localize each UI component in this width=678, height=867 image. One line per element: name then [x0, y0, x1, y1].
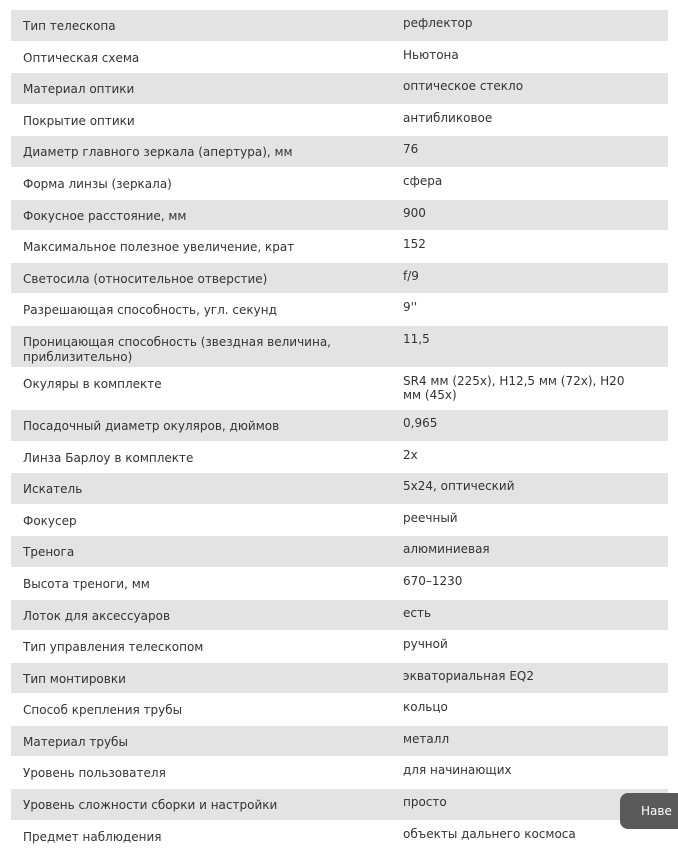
- spec-row: [11, 726, 668, 758]
- spec-row: [11, 631, 668, 663]
- spec-value: f/9: [403, 268, 419, 283]
- spec-name: Максимальное полезное увеличение, крат: [23, 240, 295, 255]
- spec-name: Посадочный диаметр окуляров, дюймов: [23, 418, 280, 433]
- spec-row: [11, 442, 668, 474]
- spec-value: просто: [403, 795, 447, 810]
- spec-name: Форма линзы (зеркала): [23, 176, 172, 191]
- spec-row: [11, 326, 668, 368]
- spec-name: Способ крепления трубы: [23, 703, 183, 718]
- spec-value: экваториальная EQ2: [403, 668, 534, 683]
- spec-value: рефлектор: [403, 16, 473, 30]
- spec-name: Разрешающая способность, угл. секунд: [23, 303, 277, 318]
- spec-name: Тип управления телескопом: [23, 640, 204, 655]
- floating-nav-button[interactable]: Наве: [620, 793, 678, 829]
- spec-value: есть: [403, 605, 432, 620]
- spec-row: [11, 789, 668, 821]
- spec-row: [11, 168, 668, 200]
- spec-value: 76: [403, 142, 419, 157]
- spec-row: [11, 200, 668, 232]
- spec-value: 11,5: [403, 331, 430, 346]
- spec-row: [11, 821, 668, 853]
- spec-name: Материал трубы: [23, 734, 128, 749]
- spec-name: Уровень сложности сборки и настройки: [23, 798, 278, 813]
- spec-value: объекты дальнего космоса: [403, 826, 576, 841]
- spec-value: ручной: [403, 637, 448, 652]
- spec-row: [11, 231, 668, 263]
- spec-name: Тренога: [23, 545, 75, 560]
- spec-value: оптическое стекло: [403, 79, 524, 94]
- spec-name: Диаметр главного зеркала (апертура), мм: [23, 145, 293, 160]
- spec-row: [11, 410, 668, 442]
- spec-name: Уровень пользователя: [23, 766, 166, 781]
- spec-row: [11, 10, 668, 42]
- spec-name: Оптическая схема: [23, 50, 140, 65]
- spec-row: [11, 694, 668, 726]
- spec-name: Материал оптики: [23, 82, 135, 97]
- spec-name: Линза Барлоу в комплекте: [23, 450, 194, 465]
- spec-row: [11, 568, 668, 600]
- spec-value: Ньютона: [403, 47, 459, 62]
- spec-name: Покрытие оптики: [23, 113, 135, 128]
- spec-row: [11, 368, 668, 410]
- page-edge: [668, 0, 678, 867]
- spec-value: 0,965: [403, 415, 438, 430]
- spec-row: [11, 294, 668, 326]
- spec-value: 900: [403, 205, 426, 220]
- spec-row: [11, 536, 668, 568]
- spec-name: Тип монтировки: [23, 671, 126, 686]
- spec-name: Окуляры в комплекте: [23, 376, 162, 391]
- spec-value: 152: [403, 237, 426, 252]
- spec-row: [11, 505, 668, 537]
- spec-name: Искатель: [23, 482, 83, 497]
- spec-value: реечный: [403, 510, 458, 525]
- spec-name: Тип телескопа: [23, 19, 116, 33]
- spec-value: 670–1230: [403, 573, 463, 588]
- spec-name: Фокусер: [23, 513, 77, 528]
- spec-name: Предмет наблюдения: [23, 829, 162, 844]
- spec-value: 9'': [403, 300, 418, 315]
- spec-name: Фокусное расстояние, мм: [23, 208, 187, 223]
- specs-table: [11, 10, 668, 852]
- spec-name: Лоток для аксессуаров: [23, 608, 171, 623]
- spec-row: [11, 42, 668, 74]
- spec-name: Проницающая способность (звездная величина, приблизительно): [23, 334, 331, 364]
- spec-row: [11, 663, 668, 695]
- spec-row: [11, 73, 668, 105]
- spec-value: металл: [403, 731, 450, 746]
- spec-row: [11, 473, 668, 505]
- spec-value: для начинающих: [403, 763, 512, 778]
- spec-row: [11, 757, 668, 789]
- spec-value: антибликовое: [403, 110, 493, 125]
- spec-name: Светосила (относительное отверстие): [23, 271, 268, 286]
- spec-row: [11, 263, 668, 295]
- spec-value: 5x24, оптический: [403, 479, 515, 494]
- spec-row: [11, 105, 668, 137]
- spec-value: 2x: [403, 447, 418, 462]
- spec-name: Высота треноги, мм: [23, 576, 150, 591]
- spec-value: SR4 мм (225x), H12,5 мм (72x), H20 мм (45x): [403, 373, 625, 402]
- spec-row: [11, 600, 668, 632]
- spec-value: алюминиевая: [403, 542, 490, 557]
- spec-value: сфера: [403, 173, 443, 188]
- spec-row: [11, 136, 668, 168]
- spec-value: кольцо: [403, 700, 448, 715]
